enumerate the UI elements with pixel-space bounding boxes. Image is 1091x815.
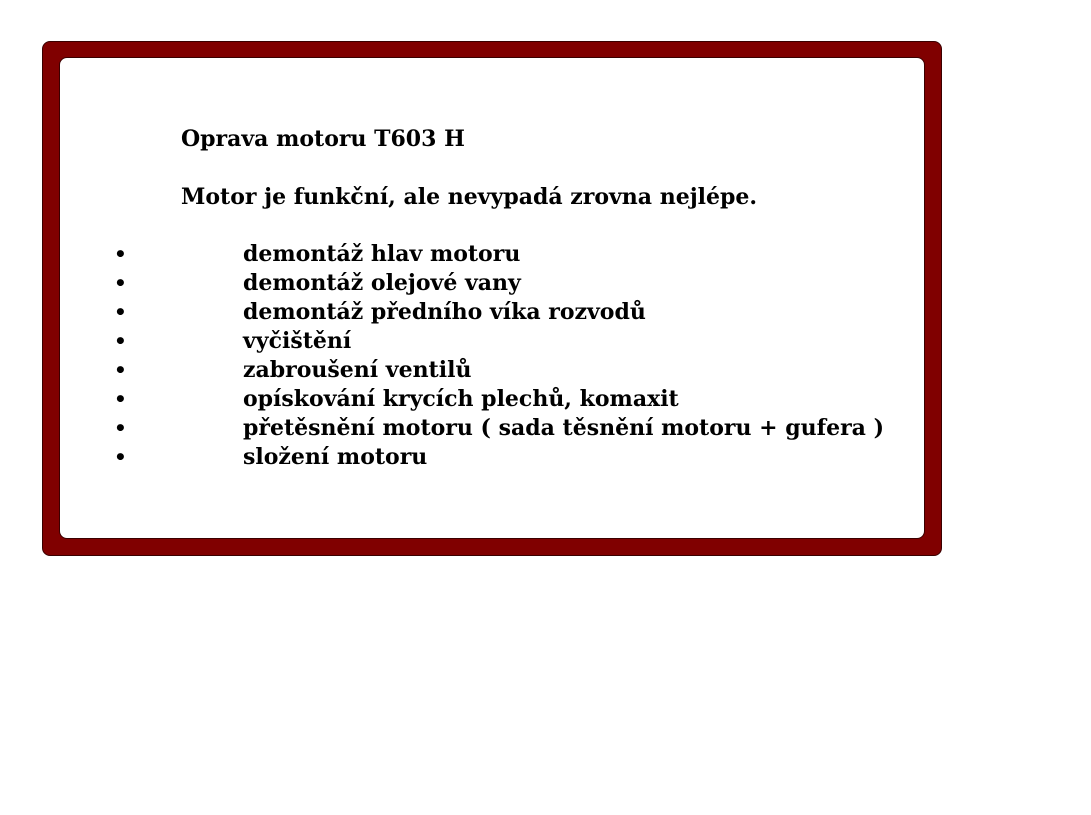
bullet-icon: • <box>114 271 127 295</box>
document-subtitle: Motor je funkční, ale nevypadá zrovna nejlépe. <box>181 184 758 210</box>
list-item-text: vyčištění <box>243 328 352 354</box>
bullet-icon: • <box>114 387 127 411</box>
list-item-text: přetěsnění motoru ( sada těsnění motoru + gufera ) <box>243 415 884 441</box>
content-panel <box>59 57 925 539</box>
list-item-text: opískování krycích plechů, komaxit <box>243 386 679 412</box>
list-item-text: složení motoru <box>243 444 428 470</box>
bullet-icon: • <box>114 242 127 266</box>
bullet-icon: • <box>114 358 127 382</box>
list-item-text: zabroušení ventilů <box>243 357 472 383</box>
bullet-icon: • <box>114 300 127 324</box>
bullet-icon: • <box>114 416 127 440</box>
list-item-text: demontáž hlav motoru <box>243 241 521 267</box>
list-item-text: demontáž olejové vany <box>243 270 521 296</box>
outer-frame <box>42 41 942 556</box>
document-title: Oprava motoru T603 H <box>181 126 465 152</box>
bullet-icon: • <box>114 329 127 353</box>
bullet-icon: • <box>114 445 127 469</box>
list-item-text: demontáž předního víka rozvodů <box>243 299 646 325</box>
